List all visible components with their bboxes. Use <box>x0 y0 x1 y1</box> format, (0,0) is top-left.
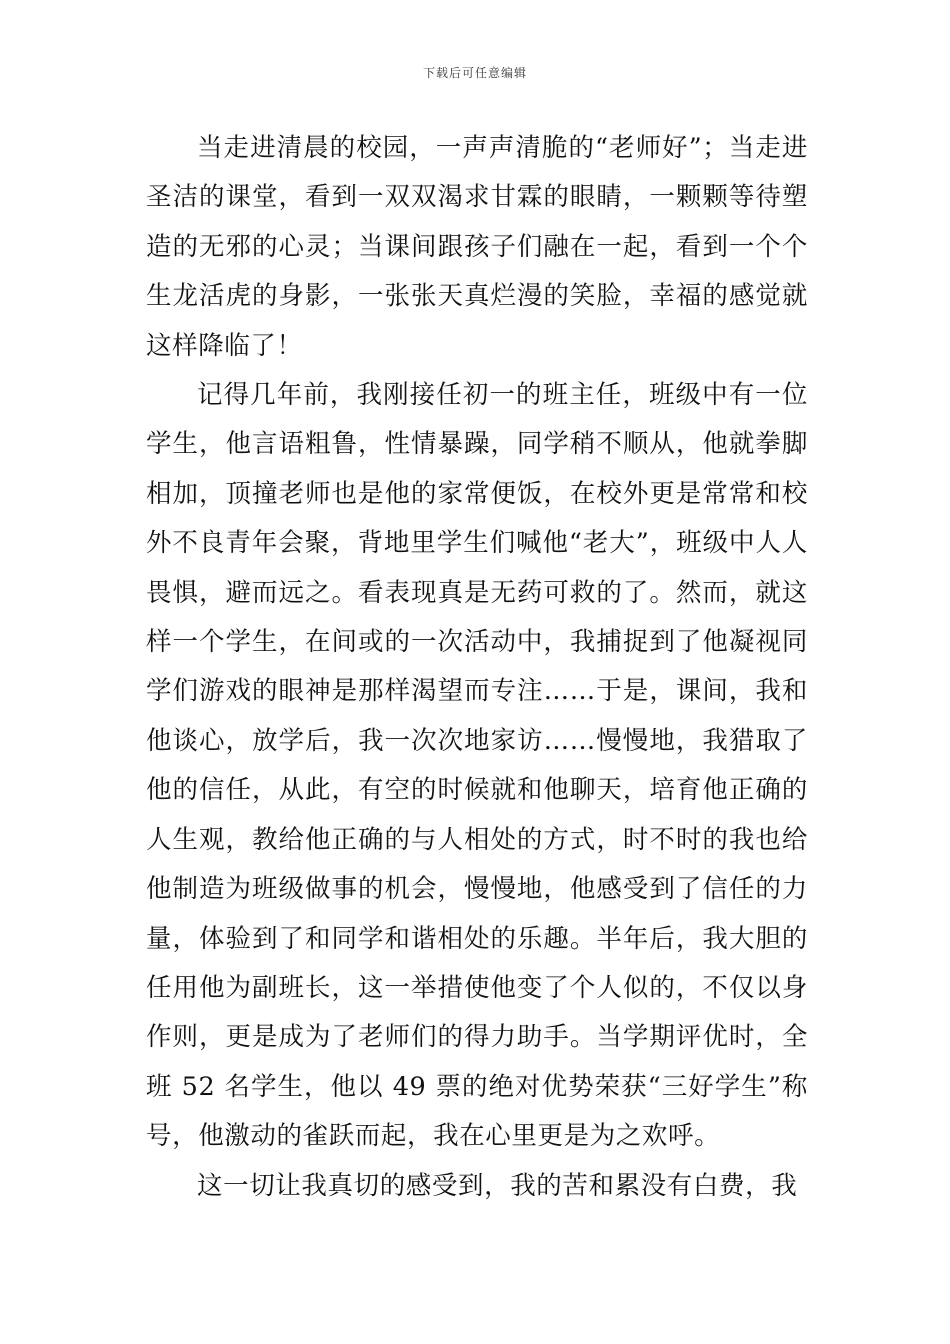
paragraph-1: 当走进清晨的校园，一声声清脆的“老师好”；当走进圣洁的课堂，看到一双双渴求甘霖的眼睛，一颗颗等待塑造的无邪的心灵；当课间跟孩子们融在一起，看到一个个生龙活虎的身影，一张张天真烂漫的笑脸，幸福的感觉就这样降临了！ <box>146 133 808 361</box>
page-header: 下载后可任意编辑 <box>422 66 527 80</box>
paragraph-2: 记得几年前，我刚接任初一的班主任，班级中有一位学生，他言语粗鲁，性情暴躁，同学稍不顺从，他就拳脚相加，顶撞老师也是他的家常便饭，在校外更是常常和校外不良青年会聚，背地里学生们喊他“老大”，班级中人人畏惧，避而远之。看表现真是无药可救的了。然而，就这样一个学生，在间或的一次活动中，我捕捉到了他凝视同学们游戏的眼神是那样渴望而专注……于是，课间，我和他谈心，放学后，我一次次地家访……慢慢地，我猎取了他的信任，从此，有空的时候就和他聊天，培育他正确的人生观，教给他正确的与人相处的方式，时不时的我也给他制造为班级做事的机会，慢慢地，他感受到了信任的力量，体验到了和同学和谐相处的乐趣。半年后，我大胆的任用他为副班长，这一举措使他变了个人似的，不仅以身作则，更是成为了老师们的得力助手。当学期评优时，全班 52 名学生，他以 49 票的绝对优势荣获“三好学生”称号，他激动的雀跃而起，我在心里更是为之欢呼。 <box>146 380 808 1152</box>
document-body <box>146 124 808 1211</box>
paragraph-3: 这一切让我真切的感受到，我的苦和累没有白费，我 <box>197 1170 798 1201</box>
